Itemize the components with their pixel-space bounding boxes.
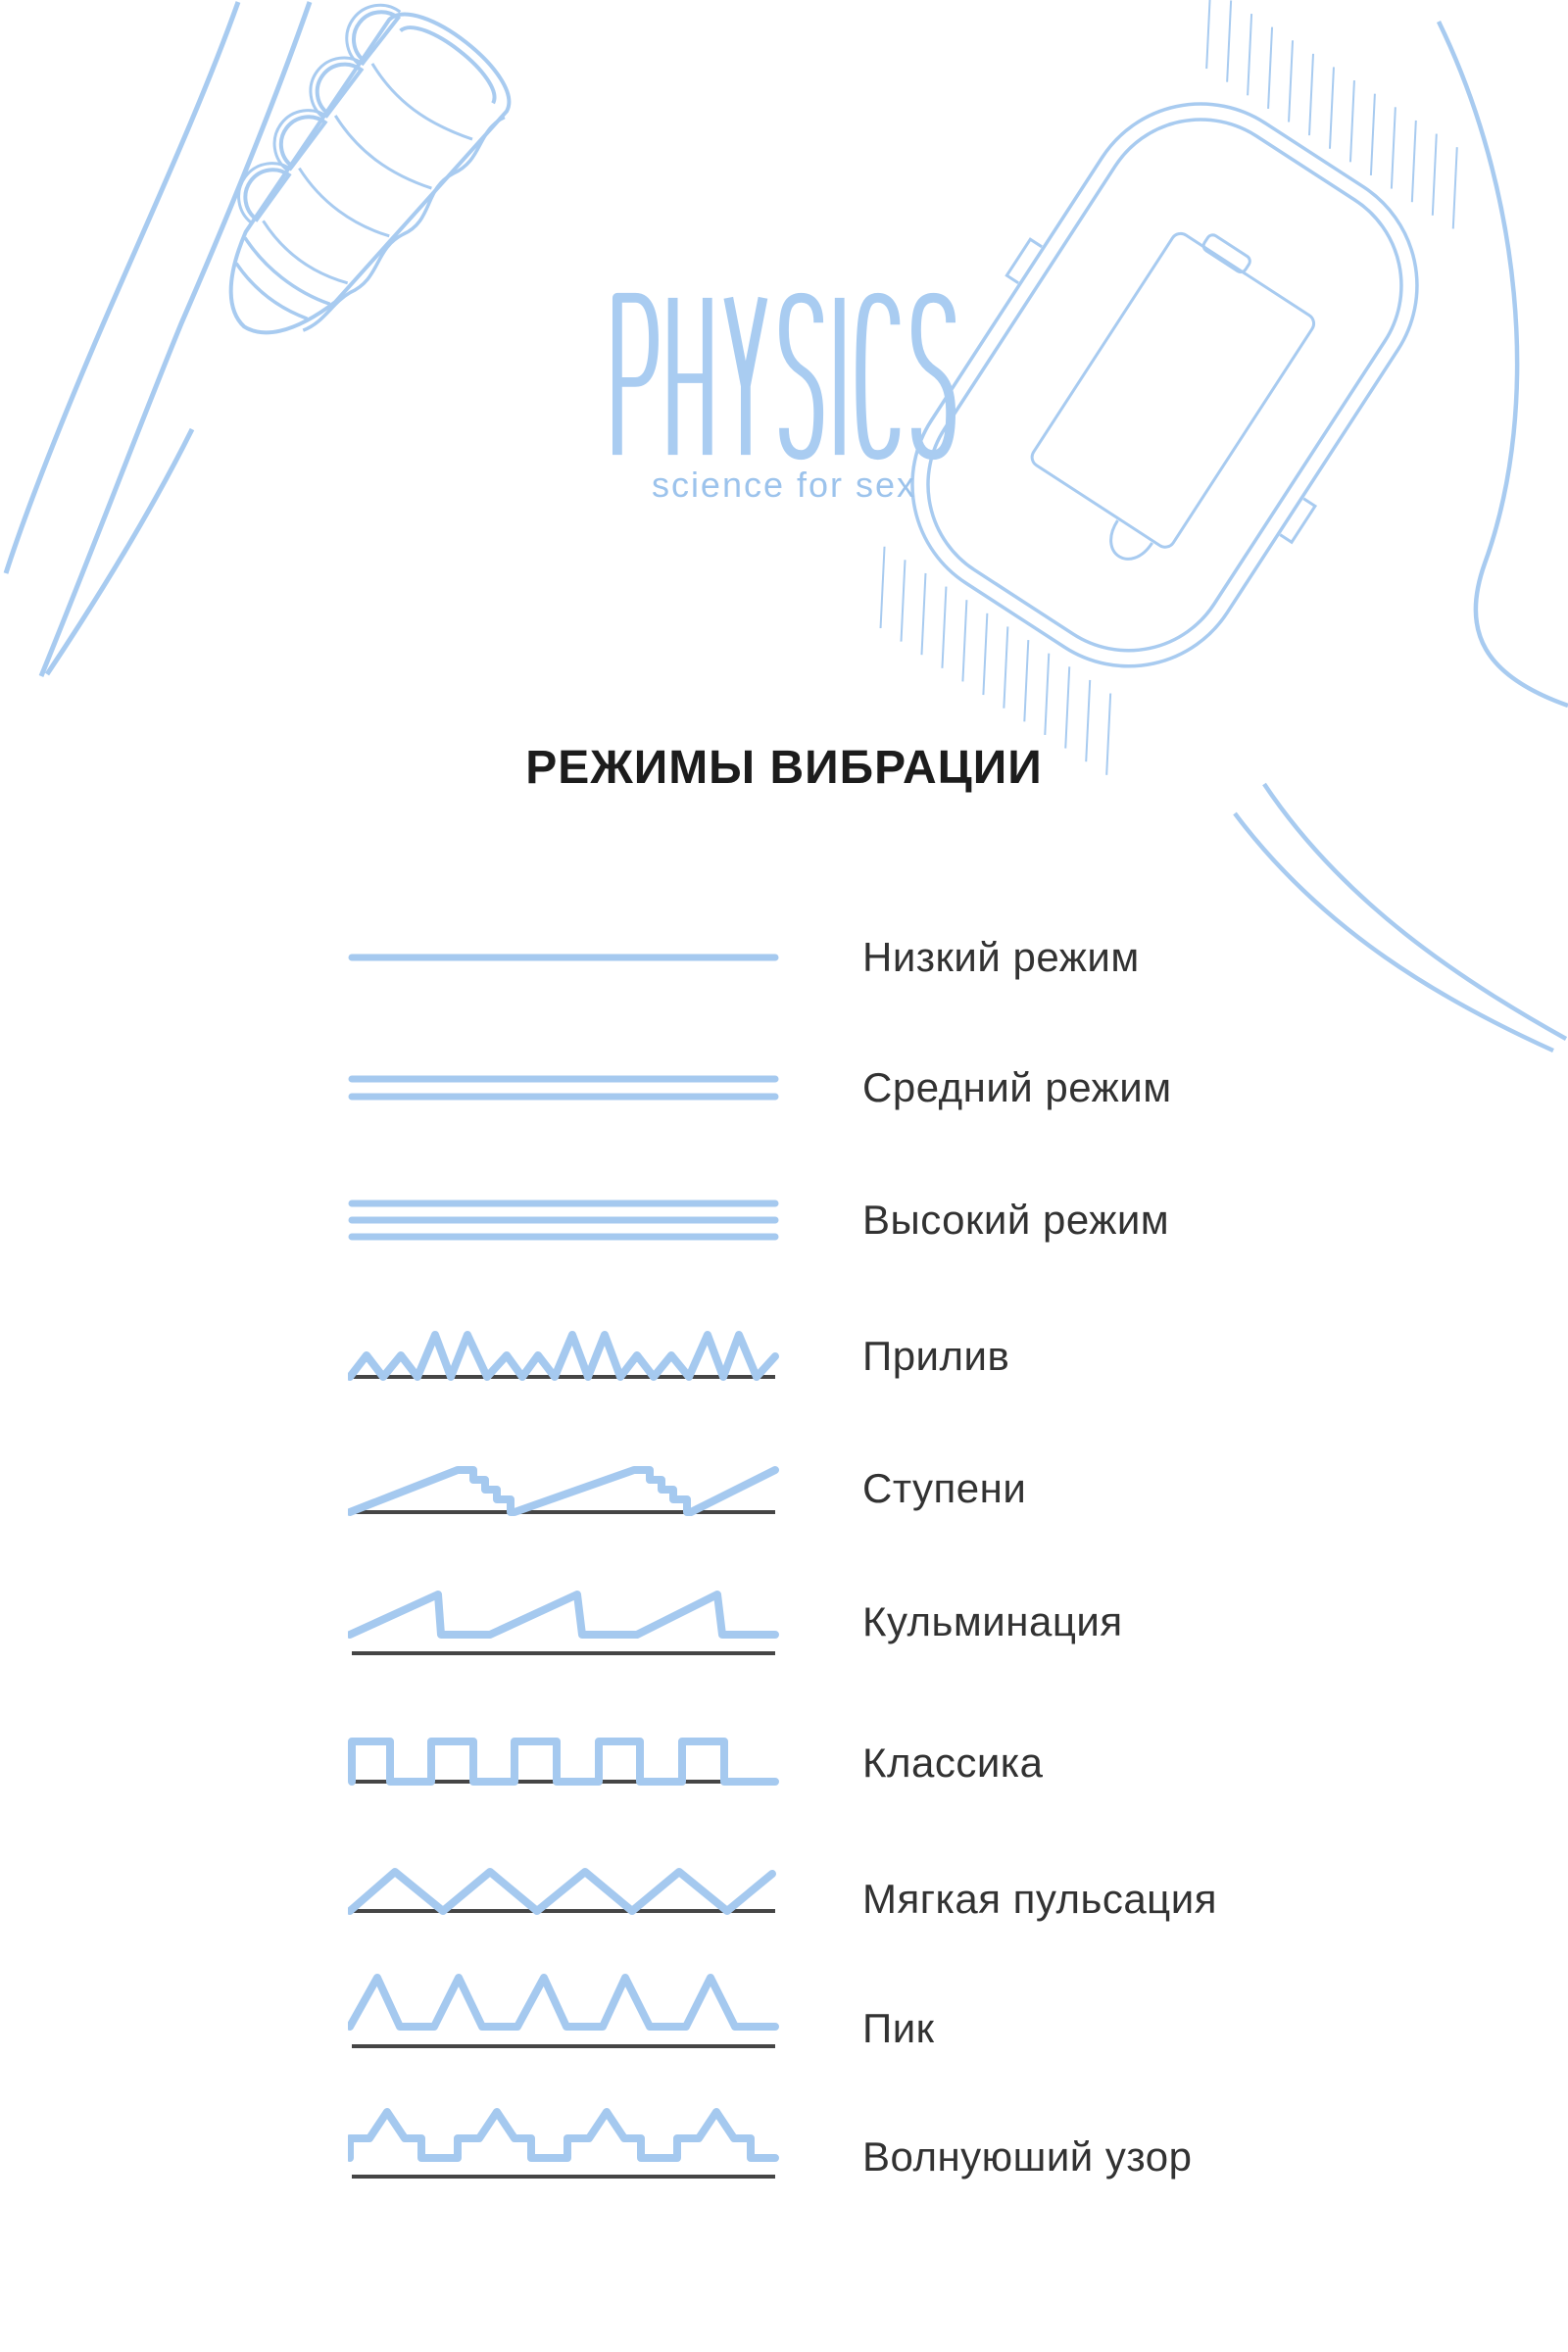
waveform-step-peak-icon — [348, 2098, 779, 2216]
mode-row-low — [348, 899, 1426, 1016]
waveform-triple-line-icon — [348, 1161, 779, 1279]
mode-row-medium — [348, 1029, 1426, 1147]
mode-label: Высокий режим — [862, 1197, 1170, 1243]
mode-label: Низкий режим — [862, 934, 1140, 980]
waveform-square-icon — [348, 1704, 779, 1822]
waveform-peaks-icon — [348, 1970, 779, 2087]
mode-label: Средний режим — [862, 1064, 1172, 1110]
mode-row-peak — [348, 1970, 1426, 2087]
physics-logo-lettering — [588, 290, 980, 463]
waveform-triangle-icon — [348, 1840, 779, 1958]
brand-tagline: science for sex — [651, 465, 917, 505]
waveform-single-line-icon — [348, 899, 779, 1016]
mode-row-tide — [348, 1298, 1426, 1415]
mode-label: Кульминация — [862, 1598, 1123, 1644]
waveform-tide-icon — [348, 1298, 779, 1415]
mode-label: Прилив — [862, 1333, 1010, 1379]
mode-row-steps — [348, 1430, 1426, 1547]
waveform-sawtooth-icon — [348, 1563, 779, 1681]
mode-row-wave-pattern — [348, 2098, 1426, 2216]
mode-label: Волнуюший узор — [862, 2133, 1193, 2180]
mode-label: Ступени — [862, 1465, 1027, 1511]
mode-row-soft-pulse — [348, 1840, 1426, 1958]
mode-label: Классика — [862, 1740, 1044, 1786]
mode-label: Мягкая пульсация — [862, 1876, 1217, 1922]
page-title: РЕЖИМЫ ВИБРАЦИИ — [525, 742, 1043, 794]
mode-label: Пик — [862, 2005, 935, 2051]
brand-logo — [0, 290, 1568, 467]
waveform-double-line-icon — [348, 1029, 779, 1147]
mode-row-climax — [348, 1563, 1426, 1681]
waveform-steps-icon — [348, 1430, 779, 1547]
mode-row-high — [348, 1161, 1426, 1279]
mode-row-classic — [348, 1704, 1426, 1822]
